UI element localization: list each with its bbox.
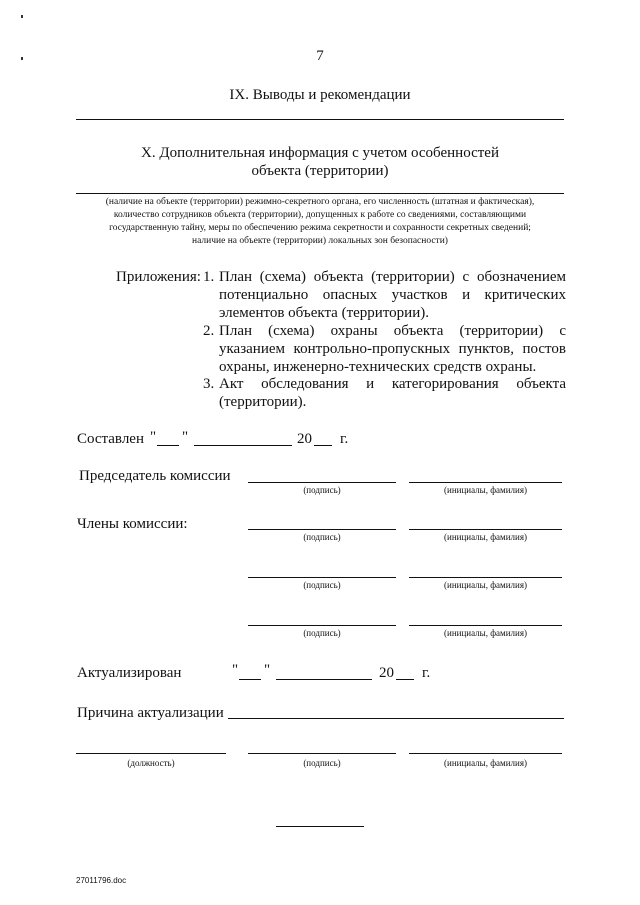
section-10-title-line2: объекта (территории) — [251, 163, 389, 179]
compiled-quote-close: " — [182, 429, 189, 445]
attachment-3-num: 3. — [203, 376, 215, 392]
member-3-initials-field[interactable] — [409, 625, 562, 626]
page-number: 7 — [316, 48, 324, 64]
compiled-year-suffix: г. — [340, 431, 349, 447]
section-9-fill-line — [76, 119, 564, 120]
compiled-year-field[interactable] — [314, 445, 332, 446]
chairman-signature-caption: (подпись) — [303, 485, 341, 495]
position-field[interactable] — [76, 753, 226, 754]
member-2-initials-field[interactable] — [409, 577, 562, 578]
updated-quote-close: " — [264, 662, 271, 678]
hint-line-2: количество сотрудников объекта (территории), допущенных к работе со сведениями, составляющими — [113, 210, 527, 220]
section-10-title-line1: X. Дополнительная информация с учетом особенностей — [141, 145, 499, 161]
compiled-quote-open: " — [150, 429, 157, 445]
chairman-initials-caption: (инициалы, фамилия) — [444, 485, 527, 495]
member-1-initials-field[interactable] — [409, 529, 562, 530]
member-1-signature-field[interactable] — [248, 529, 396, 530]
member-1-signature-caption: (подпись) — [303, 532, 341, 542]
compiled-year-prefix: 20 — [297, 431, 312, 447]
hint-line-4: наличие на объекте (территории) локальных зон безопасности) — [192, 236, 448, 246]
compiled-day-field[interactable] — [157, 445, 179, 446]
reason-label: Причина актуализации — [77, 705, 224, 721]
member-2-signature-caption: (подпись) — [303, 580, 341, 590]
updated-year-prefix: 20 — [379, 665, 394, 681]
scan-speck — [21, 15, 23, 18]
compiled-month-field[interactable] — [194, 445, 292, 446]
bottom-initials-field[interactable] — [409, 753, 562, 754]
updated-day-field[interactable] — [239, 679, 261, 680]
updated-year-field[interactable] — [396, 679, 414, 680]
attachment-3-text: Акт обследования и категорирования объекта (территории). — [219, 376, 566, 410]
scan-speck — [21, 57, 23, 60]
section-9-title: IX. Выводы и рекомендации — [229, 87, 411, 103]
hint-line-3: государственную тайну, меры по обеспечению режима секретности и сохранности секретных сведений; — [109, 223, 531, 233]
bottom-signature-caption: (подпись) — [303, 758, 341, 768]
member-2-initials-caption: (инициалы, фамилия) — [444, 580, 527, 590]
closing-separator — [276, 826, 364, 827]
reason-field[interactable] — [228, 718, 564, 719]
hint-line-1: (наличие на объекте (территории) режимно-секретного органа, его численность (штатная и фактическая), — [105, 197, 535, 207]
chairman-label: Председатель комиссии — [79, 468, 231, 484]
updated-year-suffix: г. — [422, 665, 431, 681]
chairman-initials-field[interactable] — [409, 482, 562, 483]
compiled-label: Составлен — [77, 431, 144, 447]
member-2-signature-field[interactable] — [248, 577, 396, 578]
section-10-hint — [70, 196, 570, 248]
updated-month-field[interactable] — [276, 679, 372, 680]
member-3-signature-field[interactable] — [248, 625, 396, 626]
updated-quote-open: " — [232, 662, 239, 678]
attachment-2-text: План (схема) охраны объекта (территории) с указанием контрольно-пропускных пунктов, постов охраны, инженерно-технических средств охраны. — [219, 323, 566, 375]
footer-filename: 27011796.doc — [76, 876, 127, 885]
bottom-signature-field[interactable] — [248, 753, 396, 754]
chairman-signature-field[interactable] — [248, 482, 396, 483]
attachments-label: Приложения: — [116, 269, 201, 285]
member-3-initials-caption: (инициалы, фамилия) — [444, 628, 527, 638]
bottom-initials-caption: (инициалы, фамилия) — [444, 758, 527, 768]
member-3-signature-caption: (подпись) — [303, 628, 341, 638]
updated-label: Актуализирован — [77, 665, 182, 681]
attachment-1-num: 1. — [203, 269, 215, 285]
attachment-2-num: 2. — [203, 323, 215, 339]
section-10-fill-line — [76, 193, 564, 194]
member-1-initials-caption: (инициалы, фамилия) — [444, 532, 527, 542]
attachment-1-text: План (схема) объекта (территории) с обозначением потенциально опасных участков и критических элементов объекта (территории). — [219, 269, 566, 321]
position-caption: (должность) — [127, 758, 175, 768]
members-label: Члены комиссии: — [77, 516, 188, 532]
